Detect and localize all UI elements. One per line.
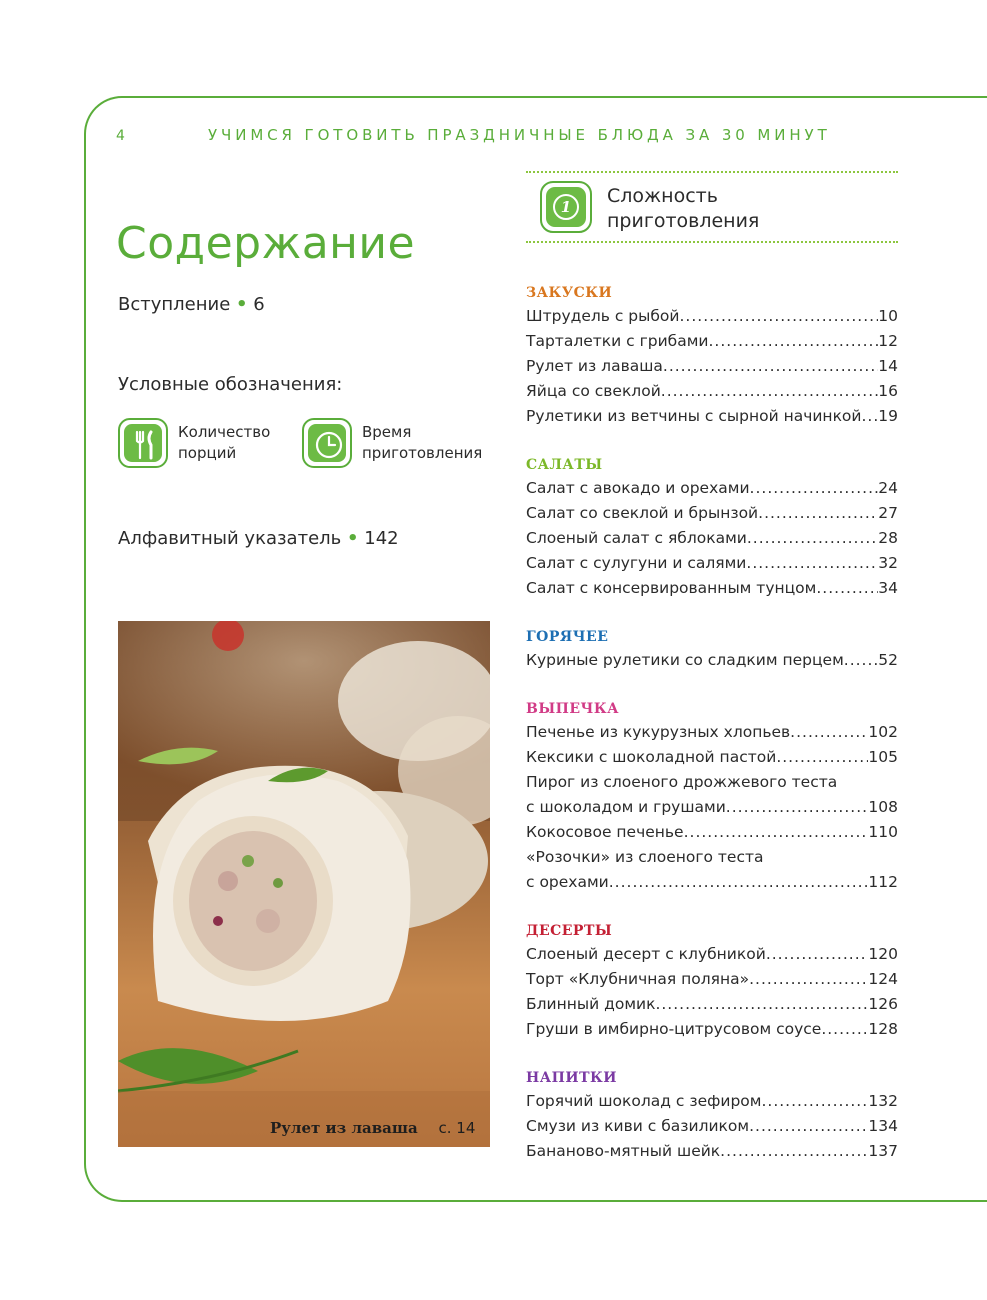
- difficulty-number: 1: [553, 194, 579, 220]
- section-title: САЛАТЫ: [526, 457, 603, 473]
- entry-title: Рулетики из ветчины с сырной начинкой: [526, 407, 862, 425]
- entry-page: 102: [868, 723, 898, 741]
- legend-time-line2: приготовления: [362, 444, 483, 462]
- legend-heading: Условные обозначения:: [118, 374, 343, 395]
- entry-page: 128: [868, 1020, 898, 1038]
- entry-page: 52: [878, 651, 898, 669]
- section-deserty: [526, 920, 898, 1042]
- divider: [526, 171, 898, 173]
- entry-title: с шоколадом и грушами: [526, 798, 726, 816]
- entry-title: Штрудель с рыбой: [526, 307, 680, 325]
- section-napitki: [526, 1067, 898, 1164]
- entry-title: Блинный домик: [526, 995, 656, 1013]
- entry-page: 134: [868, 1117, 898, 1135]
- contents-title: Содержание: [116, 218, 416, 269]
- toc-entry[interactable]: [526, 967, 898, 992]
- entry-title: «Розочки» из слоеного теста: [526, 848, 764, 866]
- toc-entry[interactable]: [526, 304, 898, 329]
- entry-title: Салат с авокадо и орехами: [526, 479, 750, 497]
- toc-entry[interactable]: [526, 404, 898, 429]
- entry-title: Салат с сулугуни и салями: [526, 554, 747, 572]
- entry-page: 137: [868, 1142, 898, 1160]
- intro-label: Вступление: [118, 294, 231, 315]
- toc-entry[interactable]: [526, 329, 898, 354]
- entry-title: Смузи из киви с базиликом: [526, 1117, 750, 1135]
- difficulty-line2: приготовления: [607, 210, 760, 232]
- toc-entry[interactable]: [526, 745, 898, 770]
- clock-icon: [302, 418, 352, 468]
- running-title: УЧИМСЯ ГОТОВИТЬ ПРАЗДНИЧНЫЕ БЛЮДА ЗА 30 МИНУТ: [208, 126, 831, 144]
- entry-page: 27: [878, 504, 898, 522]
- toc-entry[interactable]: [526, 379, 898, 404]
- toc-entry[interactable]: [526, 648, 898, 673]
- toc-entry[interactable]: [526, 992, 898, 1017]
- toc-entry[interactable]: [526, 795, 898, 820]
- entry-page: 110: [868, 823, 898, 841]
- index-page: 142: [364, 528, 399, 549]
- photo-caption-page: с. 14: [438, 1119, 476, 1137]
- bullet-dot: •: [347, 528, 359, 549]
- legend-servings-line2: порций: [178, 444, 237, 462]
- toc-entry[interactable]: [526, 501, 898, 526]
- entry-title: Слоеный салат с яблоками: [526, 529, 747, 547]
- section-title: ВЫПЕЧКА: [526, 701, 619, 717]
- toc-entry[interactable]: [526, 845, 898, 870]
- page-number: 4: [116, 128, 125, 144]
- entry-page: 24: [878, 479, 898, 497]
- entry-title: Кокосовое печенье: [526, 823, 684, 841]
- section-title: ГОРЯЧЕЕ: [526, 629, 609, 645]
- section-vypechka: [526, 698, 898, 895]
- legend-servings-line1: Количество: [178, 423, 271, 441]
- entry-title: Тарталетки с грибами: [526, 332, 709, 350]
- toc-entry[interactable]: [526, 870, 898, 895]
- entry-title: Пирог из слоеного дрожжевого теста: [526, 773, 838, 791]
- toc-entry[interactable]: [526, 720, 898, 745]
- entry-page: 112: [868, 873, 898, 891]
- section-zakuski: [526, 282, 898, 429]
- section-title: ЗАКУСКИ: [526, 285, 613, 301]
- entry-page: 28: [878, 529, 898, 547]
- section-goryachee: [526, 626, 898, 673]
- intro-page: 6: [253, 294, 265, 315]
- legend-time: [302, 418, 482, 468]
- entry-title: Бананово-мятный шейк: [526, 1142, 721, 1160]
- legend-time-line1: Время: [362, 423, 412, 441]
- entry-title: с орехами: [526, 873, 609, 891]
- entry-title: Торт «Клубничная поляна»: [526, 970, 750, 988]
- toc-entry[interactable]: [526, 770, 898, 795]
- entry-page: 34: [878, 579, 898, 597]
- photo-caption: [270, 1119, 475, 1137]
- section-title: ДЕСЕРТЫ: [526, 923, 613, 939]
- entry-page: 126: [868, 995, 898, 1013]
- toc-entry[interactable]: [526, 551, 898, 576]
- entry-page: 132: [868, 1092, 898, 1110]
- entry-page: 105: [868, 748, 898, 766]
- toc-entry[interactable]: [526, 1139, 898, 1164]
- legend-servings: [118, 418, 270, 468]
- toc-entry[interactable]: [526, 820, 898, 845]
- index-label: Алфавитный указатель: [118, 528, 342, 549]
- intro-entry[interactable]: [118, 294, 265, 315]
- entry-title: Рулет из лаваша: [526, 357, 663, 375]
- entry-page: 10: [878, 307, 898, 325]
- entry-page: 14: [878, 357, 898, 375]
- entry-title: Горячий шоколад с зефиром: [526, 1092, 762, 1110]
- difficulty-legend: [607, 184, 759, 234]
- toc-entry[interactable]: [526, 476, 898, 501]
- section-salaty: [526, 454, 898, 601]
- toc-entry[interactable]: [526, 526, 898, 551]
- divider: [526, 241, 898, 243]
- entry-title: Салат со свеклой и брынзой: [526, 504, 759, 522]
- toc-entry[interactable]: [526, 354, 898, 379]
- entry-page: 12: [878, 332, 898, 350]
- entry-title: Салат с консервированным тунцом: [526, 579, 817, 597]
- entry-title: Печенье из кукурузных хлопьев: [526, 723, 791, 741]
- entry-page: 124: [868, 970, 898, 988]
- entry-page: 19: [878, 407, 898, 425]
- section-title: НАПИТКИ: [526, 1070, 617, 1086]
- entry-page: 120: [868, 945, 898, 963]
- entry-title: Слоеный десерт с клубникой: [526, 945, 766, 963]
- toc-entry[interactable]: [526, 1114, 898, 1139]
- entry-title: Груши в имбирно-цитрусовом соусе: [526, 1020, 822, 1038]
- food-photo: [118, 621, 490, 1147]
- table-of-contents: [526, 282, 898, 1189]
- entry-page: 32: [878, 554, 898, 572]
- toc-entry[interactable]: [526, 942, 898, 967]
- fork-knife-icon: [118, 418, 168, 468]
- toc-entry[interactable]: [526, 1089, 898, 1114]
- entry-page: 16: [878, 382, 898, 400]
- entry-title: Яйца со свеклой: [526, 382, 661, 400]
- difficulty-badge-icon: [540, 181, 592, 233]
- toc-entry[interactable]: [526, 1017, 898, 1042]
- photo-caption-title: Рулет из лаваша: [270, 1119, 418, 1137]
- index-entry[interactable]: [118, 528, 399, 549]
- entry-title: Кексики с шоколадной пастой: [526, 748, 777, 766]
- difficulty-line1: Сложность: [607, 185, 718, 207]
- entry-page: 108: [868, 798, 898, 816]
- toc-entry[interactable]: [526, 576, 898, 601]
- bullet-dot: •: [236, 294, 248, 315]
- entry-title: Куриные рулетики со сладким перцем: [526, 651, 844, 669]
